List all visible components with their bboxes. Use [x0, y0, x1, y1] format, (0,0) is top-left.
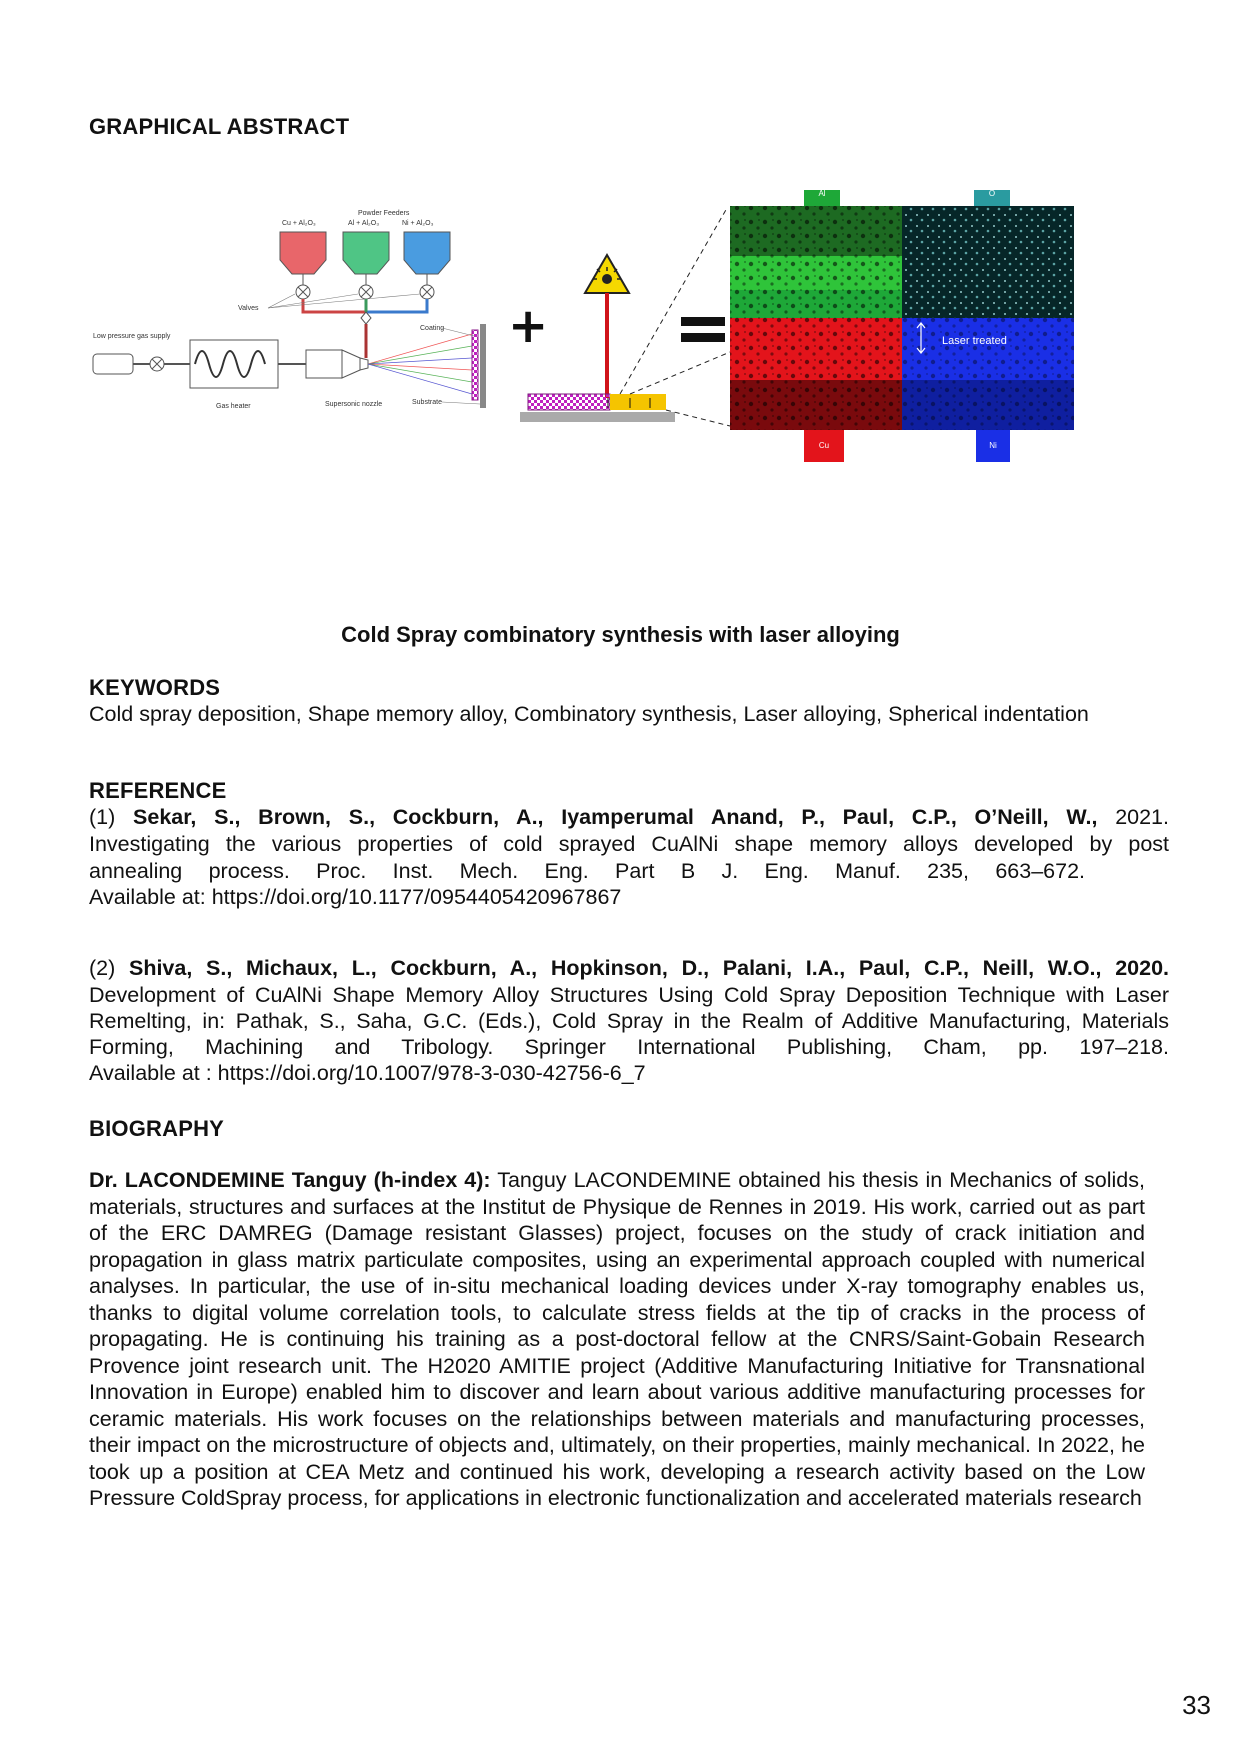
biography-name: Dr. LACONDEMINE Tanguy (h-index 4):: [89, 1168, 491, 1192]
keywords-text: Cold spray deposition, Shape memory alloy, Combinatory synthesis, Laser alloying, Spherical indentation: [89, 702, 1089, 726]
reference-heading: REFERENCE: [89, 778, 227, 803]
reference-1-doi[interactable]: Available at: https://doi.org/10.1177/0954405420967867: [89, 885, 622, 909]
gas-heater-label: Gas heater: [216, 403, 251, 410]
reference-2-number: (2): [89, 956, 116, 980]
reference-2-doi[interactable]: Available at : https://doi.org/10.1007/978-3-030-42756-6_7: [89, 1061, 646, 1085]
figure-caption: Cold Spray combinatory synthesis with laser alloying: [341, 622, 900, 647]
supersonic-nozzle-label: Supersonic nozzle: [325, 401, 383, 408]
reference-1-number: (1): [89, 805, 116, 829]
plus-sign: +: [508, 298, 549, 354]
cold-spray-schematic: [93, 210, 486, 410]
substrate-label: Substrate: [412, 399, 442, 406]
keywords-heading: KEYWORDS: [89, 675, 221, 700]
reference-1-line-1: [89, 804, 1169, 831]
reference-1-year: 2021.: [1115, 805, 1169, 829]
reference-2-line-3: Remelting, in: Pathak, S., Saha, G.C. (Eds.), Cold Spray in the Realm of Additive Manufacturing, Materials: [89, 1009, 1169, 1033]
equals-bar-bottom: [681, 333, 725, 342]
reference-2-line-4: Forming, Machining and Tribology. Springer International Publishing, Cham, pp. 197–218.: [89, 1035, 1169, 1059]
feeder-label-al: Al + Al₂O₃: [348, 220, 380, 227]
figure-svg: [90, 190, 1200, 530]
feeder-green: [343, 232, 389, 299]
valves-label: Valves: [238, 305, 259, 312]
graphical-abstract-heading: GRAPHICAL ABSTRACT: [89, 114, 350, 139]
page-number: 33: [1182, 1690, 1211, 1720]
biography-body: Tanguy LACONDEMINE obtained his thesis in Mechanics of solids, materials, structures and surfaces at the Institut de Physique de Rennes in 2019. His work, carried out as part of the ERC DAMREG (Damage resistant Glasses) project, focuses on the study of crack initiation and propagation in glass matrix particulate composites, using an experimental approach coupled with numerical analyses. In particular, the use of in-situ mechanical loading devices under X-ray tomography enables us, thanks to digital volume correlation tools, to calculate stress fields at the tip of cracks in the process of propagating. He is continuing his training as a post-doctoral fellow at the CNRS/Saint-Gobain Research Provence joint research unit. The H2020 AMITIE project (Additive Manufacturing Initiative for Transnational Innovation in Europe) enabled him to discover and learn about various additive manufacturing processes for ceramic materials. His work focuses on the relationships between materials and manufacturing processes, their impact on the microstructure of objects and, ultimately, on their properties, mainly mechanical. In 2022, he took up a position at CEA Metz and continued his work, developing a research activity based on the Low Pressure ColdSpray process, for applications in electronic functionalization and accelerated materials research: [89, 1168, 1145, 1510]
reference-2-line-1: [89, 955, 1169, 982]
reference-2-authors: Shiva, S., Michaux, L., Cockburn, A., Hopkinson, D., Palani, I.A., Paul, C.P., Neill, W.O., 2020.: [128, 956, 1169, 980]
reference-1-line-2: Investigating the various properties of cold sprayed CuAlNi shape memory alloys developed by post: [89, 832, 1169, 856]
reference-2-line-2: Development of CuAlNi Shape Memory Alloy Structures Using Cold Spray Deposition Technique with Laser: [89, 983, 1169, 1007]
map-label-cu: Cu: [818, 441, 830, 450]
map-label-ni: Ni: [989, 441, 997, 450]
feeder-blue: [404, 232, 450, 299]
biography-heading: BIOGRAPHY: [89, 1116, 225, 1141]
coating-label: Coating: [420, 325, 445, 332]
feeder-red: [280, 232, 326, 299]
graphical-abstract-figure: [90, 190, 1200, 530]
laser-treated-label: Laser treated: [942, 335, 1007, 347]
biography-text: [89, 1167, 1145, 1512]
map-label-o: O: [988, 190, 996, 198]
reference-1-authors: Sekar, S., Brown, S., Cockburn, A., Iyamperumal Anand, P., Paul, C.P., O’Neill, W.,: [133, 805, 1098, 829]
feeder-label-cu: Cu + Al₂O₃: [282, 220, 316, 227]
element-maps: [730, 190, 1074, 462]
feeder-label-ni: Ni + Al₂O₃: [402, 220, 434, 227]
reference-1-line-3: annealing process. Proc. Inst. Mech. Eng. Part B J. Eng. Manuf. 235, 663–672.: [89, 859, 1085, 883]
equals-bar-top: [681, 317, 725, 326]
powder-feeders-label: Powder Feeders: [358, 210, 410, 217]
map-label-al: Al: [818, 190, 826, 198]
gas-supply-label: Low pressure gas supply: [93, 333, 171, 340]
